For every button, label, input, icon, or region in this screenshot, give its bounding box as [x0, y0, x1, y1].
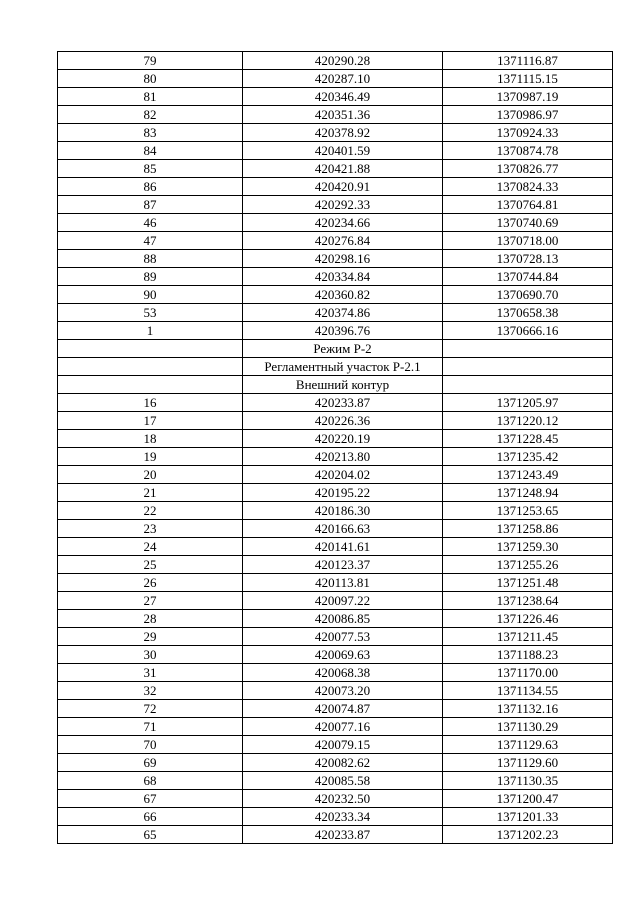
y-coordinate-cell: 1371134.55	[443, 682, 613, 700]
section-title-cell: Регламентный участок Р-2.1	[243, 358, 443, 376]
table-row	[58, 718, 613, 736]
table-row	[58, 124, 613, 142]
y-coordinate-cell: 1370728.13	[443, 250, 613, 268]
x-coordinate-cell: 420420.91	[243, 178, 443, 196]
x-coordinate-cell: 420334.84	[243, 268, 443, 286]
y-coordinate-cell: 1370658.38	[443, 304, 613, 322]
point-number-cell: 88	[58, 250, 243, 268]
x-coordinate-cell: 420085.58	[243, 772, 443, 790]
x-coordinate-cell: 420113.81	[243, 574, 443, 592]
x-coordinate-cell: 420290.28	[243, 52, 443, 70]
table-row	[58, 520, 613, 538]
x-coordinate-cell: 420220.19	[243, 430, 443, 448]
table-row	[58, 52, 613, 70]
y-coordinate-cell: 1371170.00	[443, 664, 613, 682]
x-coordinate-cell: 420195.22	[243, 484, 443, 502]
x-coordinate-cell: 420082.62	[243, 754, 443, 772]
table-row	[58, 70, 613, 88]
point-number-cell: 25	[58, 556, 243, 574]
table-row	[58, 142, 613, 160]
point-number-cell: 23	[58, 520, 243, 538]
x-coordinate-cell: 420068.38	[243, 664, 443, 682]
x-coordinate-cell: 420079.15	[243, 736, 443, 754]
point-number-cell: 1	[58, 322, 243, 340]
point-number-cell: 65	[58, 826, 243, 844]
table-row	[58, 466, 613, 484]
table-row	[58, 394, 613, 412]
section-title-cell: Внешний контур	[243, 376, 443, 394]
point-number-cell: 16	[58, 394, 243, 412]
y-coordinate-cell: 1371228.45	[443, 430, 613, 448]
x-coordinate-cell: 420292.33	[243, 196, 443, 214]
table-row	[58, 448, 613, 466]
point-number-cell: 87	[58, 196, 243, 214]
y-coordinate-cell: 1371258.86	[443, 520, 613, 538]
y-coordinate-cell: 1371205.97	[443, 394, 613, 412]
point-number-cell: 66	[58, 808, 243, 826]
table-row	[58, 646, 613, 664]
y-coordinate-cell: 1371248.94	[443, 484, 613, 502]
y-coordinate-cell: 1371130.29	[443, 718, 613, 736]
table-row	[58, 808, 613, 826]
point-number-cell: 79	[58, 52, 243, 70]
point-number-cell: 67	[58, 790, 243, 808]
table-row	[58, 304, 613, 322]
y-coordinate-cell: 1371255.26	[443, 556, 613, 574]
point-number-cell: 47	[58, 232, 243, 250]
point-number-cell: 24	[58, 538, 243, 556]
x-coordinate-cell: 420233.87	[243, 394, 443, 412]
table-row	[58, 322, 613, 340]
x-coordinate-cell: 420232.50	[243, 790, 443, 808]
point-number-cell	[58, 376, 243, 394]
coordinates-table	[57, 51, 613, 844]
table-row	[58, 106, 613, 124]
point-number-cell: 27	[58, 592, 243, 610]
table-row	[58, 610, 613, 628]
table-row	[58, 178, 613, 196]
table-row	[58, 628, 613, 646]
y-coordinate-cell: 1371129.60	[443, 754, 613, 772]
point-number-cell: 26	[58, 574, 243, 592]
point-number-cell: 18	[58, 430, 243, 448]
y-coordinate-cell: 1370826.77	[443, 160, 613, 178]
point-number-cell: 30	[58, 646, 243, 664]
section-header-row	[58, 358, 613, 376]
x-coordinate-cell: 420287.10	[243, 70, 443, 88]
y-coordinate-cell	[443, 376, 613, 394]
table-row	[58, 664, 613, 682]
x-coordinate-cell: 420077.16	[243, 718, 443, 736]
y-coordinate-cell: 1370924.33	[443, 124, 613, 142]
y-coordinate-cell: 1371243.49	[443, 466, 613, 484]
y-coordinate-cell: 1370744.84	[443, 268, 613, 286]
y-coordinate-cell: 1371211.45	[443, 628, 613, 646]
x-coordinate-cell: 420276.84	[243, 232, 443, 250]
point-number-cell: 83	[58, 124, 243, 142]
y-coordinate-cell: 1371200.47	[443, 790, 613, 808]
y-coordinate-cell: 1371226.46	[443, 610, 613, 628]
point-number-cell: 72	[58, 700, 243, 718]
x-coordinate-cell: 420166.63	[243, 520, 443, 538]
table-row	[58, 88, 613, 106]
point-number-cell: 31	[58, 664, 243, 682]
point-number-cell	[58, 358, 243, 376]
x-coordinate-cell: 420073.20	[243, 682, 443, 700]
table-row	[58, 232, 613, 250]
x-coordinate-cell: 420421.88	[243, 160, 443, 178]
y-coordinate-cell: 1371132.16	[443, 700, 613, 718]
table-row	[58, 268, 613, 286]
x-coordinate-cell: 420351.36	[243, 106, 443, 124]
section-header-row	[58, 376, 613, 394]
point-number-cell: 80	[58, 70, 243, 88]
point-number-cell: 20	[58, 466, 243, 484]
point-number-cell: 28	[58, 610, 243, 628]
y-coordinate-cell: 1370986.97	[443, 106, 613, 124]
table-row	[58, 826, 613, 844]
table-row	[58, 538, 613, 556]
y-coordinate-cell	[443, 340, 613, 358]
table-row	[58, 196, 613, 214]
point-number-cell: 68	[58, 772, 243, 790]
table-row	[58, 412, 613, 430]
section-header-row	[58, 340, 613, 358]
table-row	[58, 214, 613, 232]
y-coordinate-cell: 1370874.78	[443, 142, 613, 160]
x-coordinate-cell: 420077.53	[243, 628, 443, 646]
table-row	[58, 682, 613, 700]
point-number-cell: 82	[58, 106, 243, 124]
x-coordinate-cell: 420186.30	[243, 502, 443, 520]
y-coordinate-cell: 1371188.23	[443, 646, 613, 664]
x-coordinate-cell: 420204.02	[243, 466, 443, 484]
point-number-cell: 32	[58, 682, 243, 700]
y-coordinate-cell: 1370718.00	[443, 232, 613, 250]
table-row	[58, 754, 613, 772]
x-coordinate-cell: 420378.92	[243, 124, 443, 142]
table-row	[58, 592, 613, 610]
point-number-cell: 71	[58, 718, 243, 736]
x-coordinate-cell: 420234.66	[243, 214, 443, 232]
y-coordinate-cell: 1371130.35	[443, 772, 613, 790]
x-coordinate-cell: 420069.63	[243, 646, 443, 664]
x-coordinate-cell: 420233.34	[243, 808, 443, 826]
table-row	[58, 160, 613, 178]
x-coordinate-cell: 420401.59	[243, 142, 443, 160]
point-number-cell: 85	[58, 160, 243, 178]
point-number-cell: 53	[58, 304, 243, 322]
y-coordinate-cell: 1370824.33	[443, 178, 613, 196]
table-row	[58, 772, 613, 790]
y-coordinate-cell: 1370666.16	[443, 322, 613, 340]
table-row	[58, 250, 613, 268]
point-number-cell: 81	[58, 88, 243, 106]
x-coordinate-cell: 420141.61	[243, 538, 443, 556]
x-coordinate-cell: 420346.49	[243, 88, 443, 106]
coordinates-table-body	[58, 52, 613, 844]
x-coordinate-cell: 420233.87	[243, 826, 443, 844]
y-coordinate-cell: 1370764.81	[443, 196, 613, 214]
point-number-cell: 22	[58, 502, 243, 520]
point-number-cell: 90	[58, 286, 243, 304]
x-coordinate-cell: 420396.76	[243, 322, 443, 340]
point-number-cell: 21	[58, 484, 243, 502]
table-row	[58, 430, 613, 448]
table-row	[58, 736, 613, 754]
y-coordinate-cell: 1370740.69	[443, 214, 613, 232]
x-coordinate-cell: 420298.16	[243, 250, 443, 268]
y-coordinate-cell: 1371235.42	[443, 448, 613, 466]
y-coordinate-cell: 1371238.64	[443, 592, 613, 610]
x-coordinate-cell: 420074.87	[243, 700, 443, 718]
point-number-cell: 19	[58, 448, 243, 466]
y-coordinate-cell: 1371251.48	[443, 574, 613, 592]
point-number-cell: 69	[58, 754, 243, 772]
point-number-cell: 84	[58, 142, 243, 160]
y-coordinate-cell: 1370987.19	[443, 88, 613, 106]
table-row	[58, 502, 613, 520]
point-number-cell: 89	[58, 268, 243, 286]
y-coordinate-cell: 1371201.33	[443, 808, 613, 826]
table-row	[58, 700, 613, 718]
x-coordinate-cell: 420226.36	[243, 412, 443, 430]
y-coordinate-cell: 1371259.30	[443, 538, 613, 556]
section-title-cell: Режим Р-2	[243, 340, 443, 358]
point-number-cell	[58, 340, 243, 358]
y-coordinate-cell: 1371253.65	[443, 502, 613, 520]
point-number-cell: 46	[58, 214, 243, 232]
table-row	[58, 484, 613, 502]
y-coordinate-cell: 1371202.23	[443, 826, 613, 844]
y-coordinate-cell: 1371115.15	[443, 70, 613, 88]
x-coordinate-cell: 420374.86	[243, 304, 443, 322]
table-row	[58, 574, 613, 592]
x-coordinate-cell: 420123.37	[243, 556, 443, 574]
y-coordinate-cell: 1371220.12	[443, 412, 613, 430]
point-number-cell: 86	[58, 178, 243, 196]
x-coordinate-cell: 420097.22	[243, 592, 443, 610]
x-coordinate-cell: 420360.82	[243, 286, 443, 304]
table-row	[58, 556, 613, 574]
y-coordinate-cell: 1371129.63	[443, 736, 613, 754]
table-row	[58, 286, 613, 304]
table-row	[58, 790, 613, 808]
x-coordinate-cell: 420086.85	[243, 610, 443, 628]
y-coordinate-cell: 1371116.87	[443, 52, 613, 70]
x-coordinate-cell: 420213.80	[243, 448, 443, 466]
y-coordinate-cell: 1370690.70	[443, 286, 613, 304]
point-number-cell: 17	[58, 412, 243, 430]
point-number-cell: 29	[58, 628, 243, 646]
point-number-cell: 70	[58, 736, 243, 754]
y-coordinate-cell	[443, 358, 613, 376]
